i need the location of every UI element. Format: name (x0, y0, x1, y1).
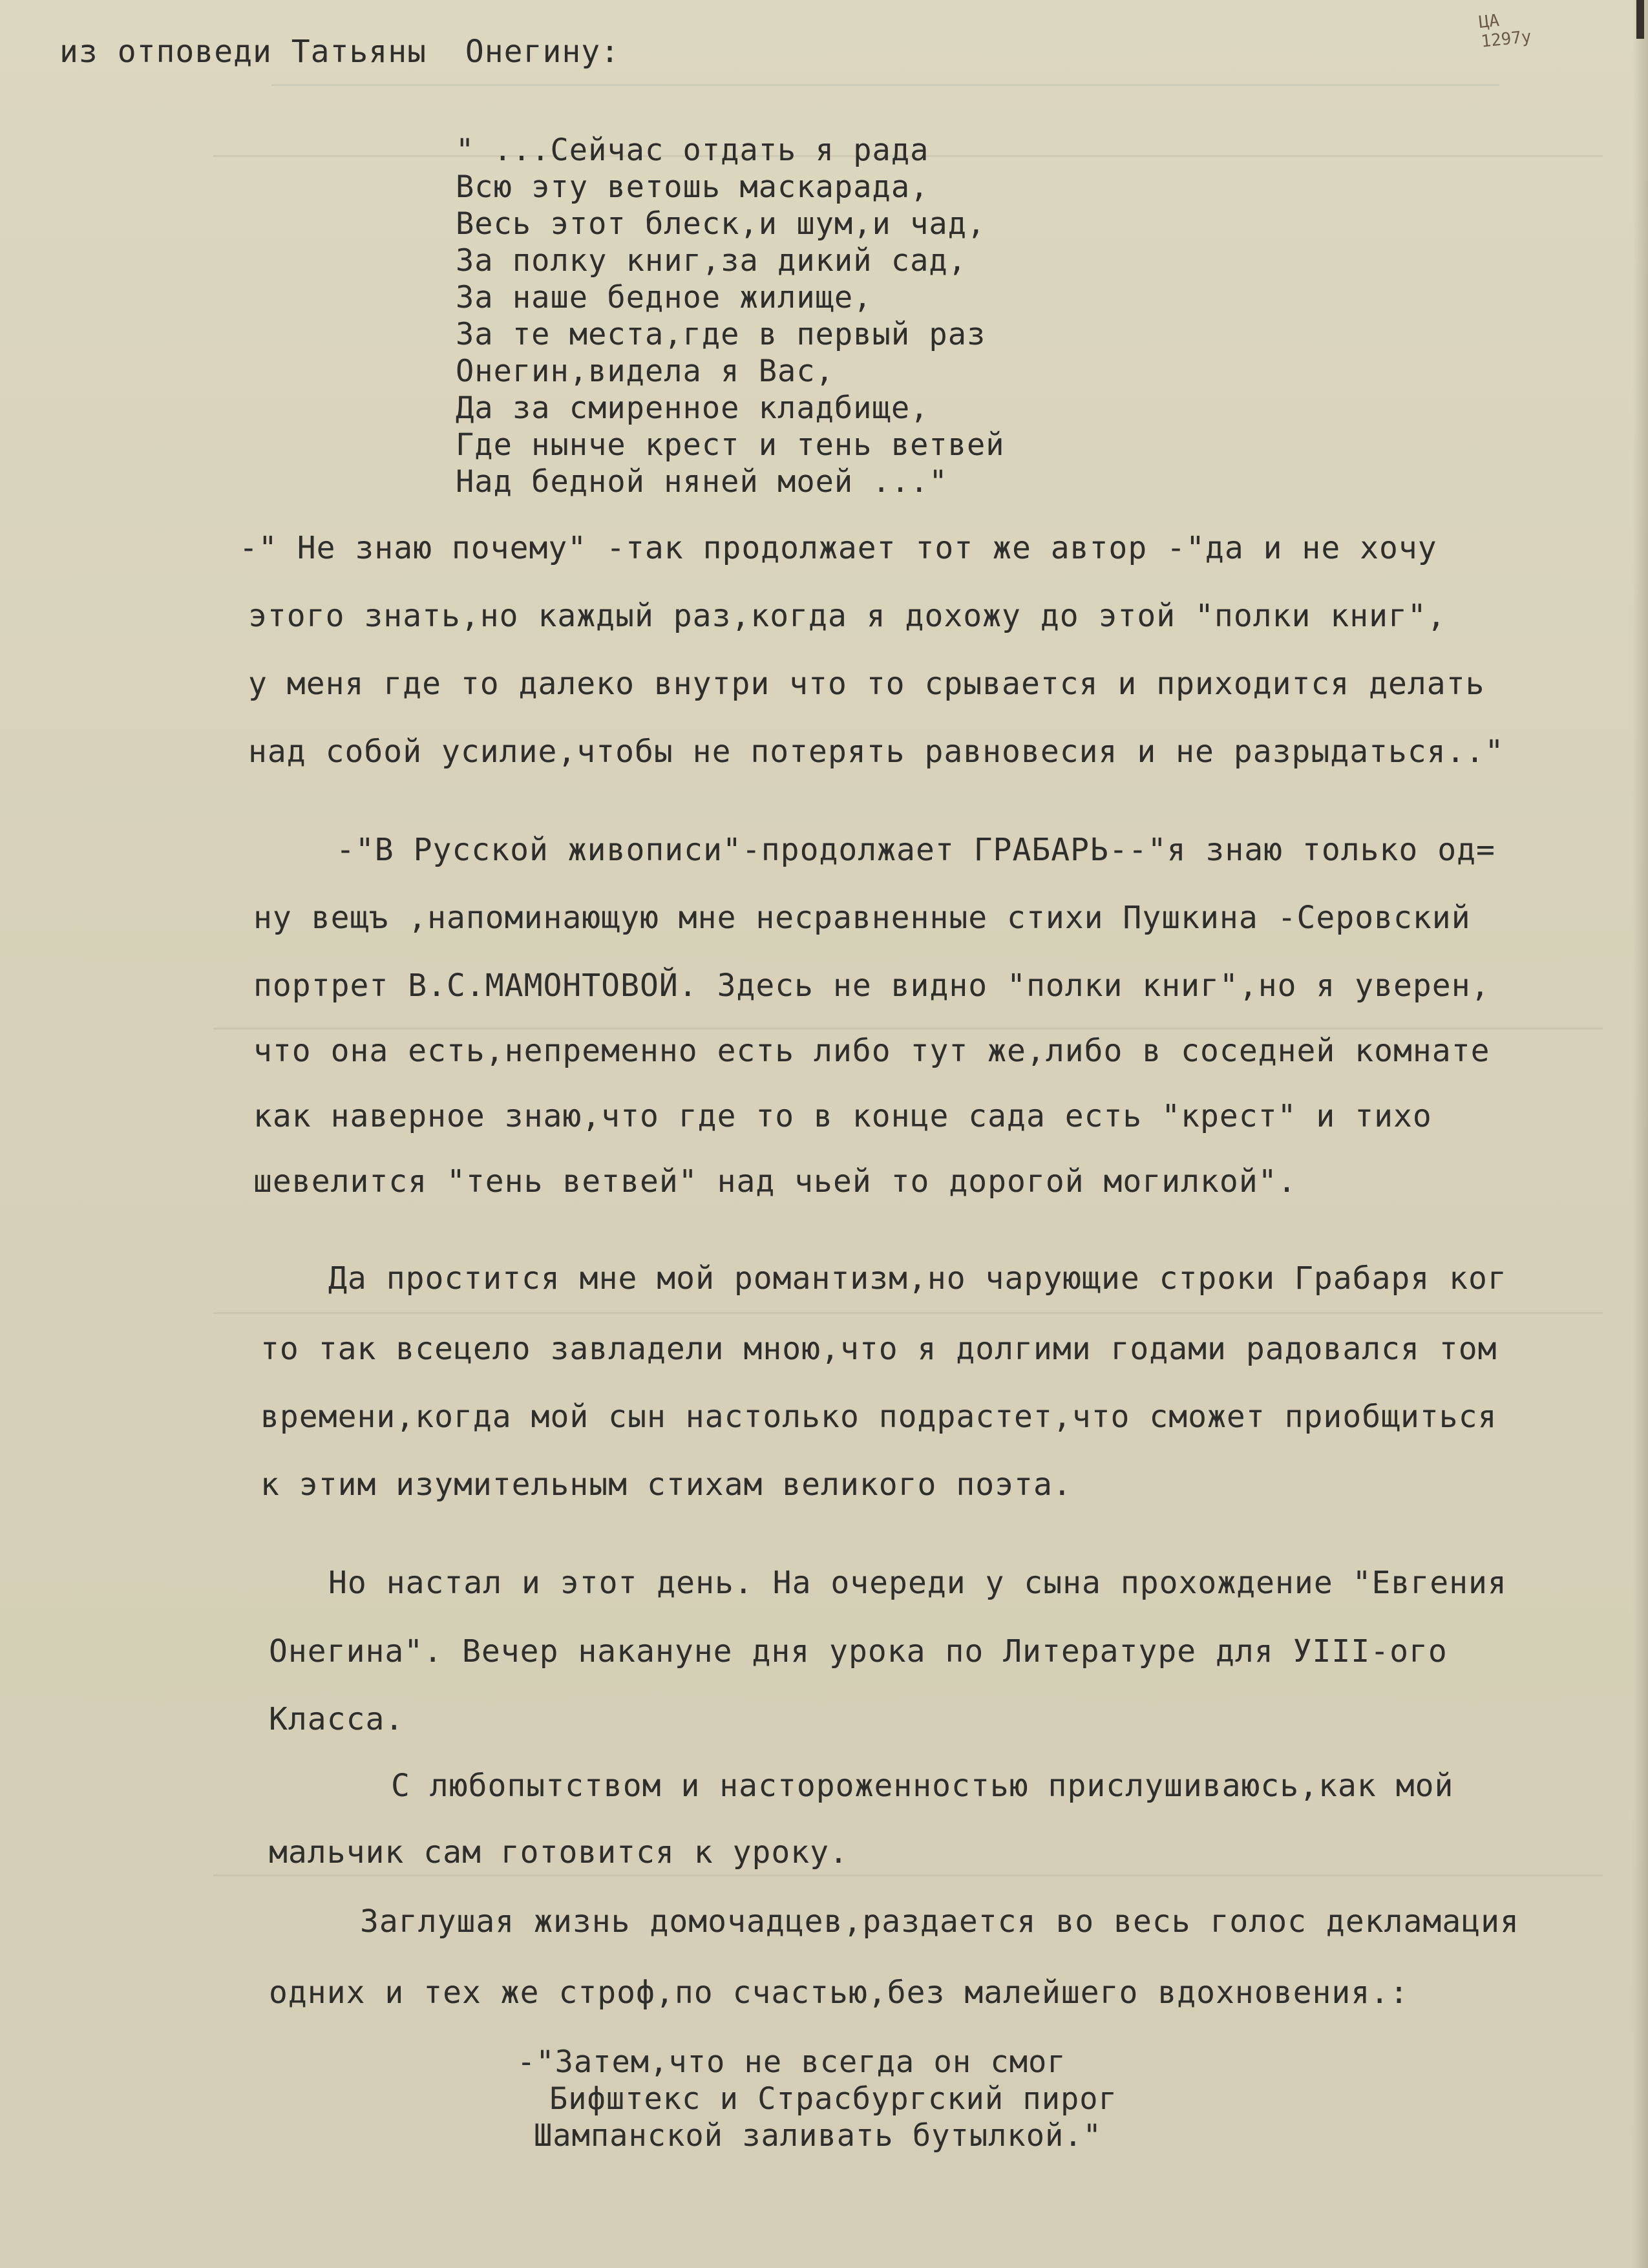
text-line: С любопытством и настороженностью прислушиваюсь,как мой (391, 1768, 1454, 1804)
text-line: Класса. (269, 1701, 405, 1737)
text-line: Да простится мне мой романтизм,но чарующие строки Грабаря ког (328, 1260, 1507, 1297)
text-line: мальчик сам готовится к уроку. (269, 1834, 849, 1871)
text-line: Онегина". Вечер накануне дня урока по Литературе для УIII-ого (269, 1633, 1448, 1669)
verse-line: Над бедной няней моей ..." (456, 464, 948, 500)
verse-line: За те места,где в первый раз (456, 317, 986, 352)
text-line: ну вещъ ,напоминающую мне несравненные стихи Пушкина -Серовский (253, 900, 1471, 936)
verse-line: За наше бедное жилище, (456, 280, 872, 315)
text-line: -"В Русской живописи"-продолжает ГРАБАРЬ--"я знаю только од= (336, 832, 1495, 868)
verse-line: Где нынче крест и тень ветвей (456, 427, 1005, 463)
text-line: одних и тех же строф,по счастью,без малейшего вдохновения.: (269, 1975, 1410, 2011)
verse-line: Онегин,видела я Вас, (456, 354, 834, 389)
text-line: как наверное знаю,что где то в конце сада есть "крест" и тихо (253, 1098, 1432, 1134)
verse-line: Да за смиренное кладбище, (456, 390, 929, 426)
archive-mark-line: ЦА (1477, 10, 1501, 33)
text-line: этого знать,но каждый раз,когда я дохожу до этой "полки книг", (248, 598, 1446, 634)
verse-line: Весь этот блеск,и шум,и чад, (456, 206, 986, 242)
text-line: к этим изумительным стихам великого поэта. (260, 1467, 1072, 1503)
text-line: Заглушая жизнь домочадцев,раздается во весь голос декламация (360, 1903, 1519, 1940)
text-line: Но настал и этот день. На очереди у сына прохождение "Евгения (328, 1565, 1507, 1601)
text-line: портрет В.С.МАМОНТОВОЙ. Здесь не видно "полки книг",но я уверен, (253, 968, 1490, 1004)
bleed-through-line (271, 84, 1499, 112)
text-line: то так всецело завладели мною,что я долгими годами радовался том (260, 1331, 1497, 1367)
text-line: -" Не знаю почему" -так продолжает тот же автор -"да и не хочу (239, 530, 1437, 566)
verse-line: Бифштекс и Страсбургский пирог (549, 2081, 1117, 2117)
verse-line: Шампанской заливать бутылкой." (534, 2118, 1102, 2154)
archive-mark-line: 1297у (1480, 26, 1533, 52)
intro-heading: из отповеди Татьяны Онегину: (59, 34, 620, 70)
verse-line: Всю эту ветошь маскарада, (456, 169, 929, 205)
text-line: у меня где то далеко внутри что то срывается и приходится делать (248, 666, 1485, 702)
bleed-through-line (213, 1874, 1603, 1902)
text-line: времени,когда мой сын настолько подрастет,что сможет приобщиться (260, 1399, 1497, 1435)
verse-line: " ...Сейчас отдать я рада (456, 132, 929, 168)
page-edge-shadow (1632, 0, 1648, 2268)
text-line: что она есть,непременно есть либо тут же,либо в соседней комнате (253, 1033, 1490, 1069)
verse-line: -"Затем,что не всегда он смог (517, 2044, 1066, 2080)
corner-stamp-bar (1636, 0, 1644, 39)
verse-line: За полку книг,за дикий сад, (456, 243, 967, 279)
text-line: шевелится "тень ветвей" над чьей то дорогой могилкой". (253, 1163, 1297, 1200)
text-line: над собой усилие,чтобы не потерять равновесия и не разрыдаться.." (248, 734, 1505, 770)
